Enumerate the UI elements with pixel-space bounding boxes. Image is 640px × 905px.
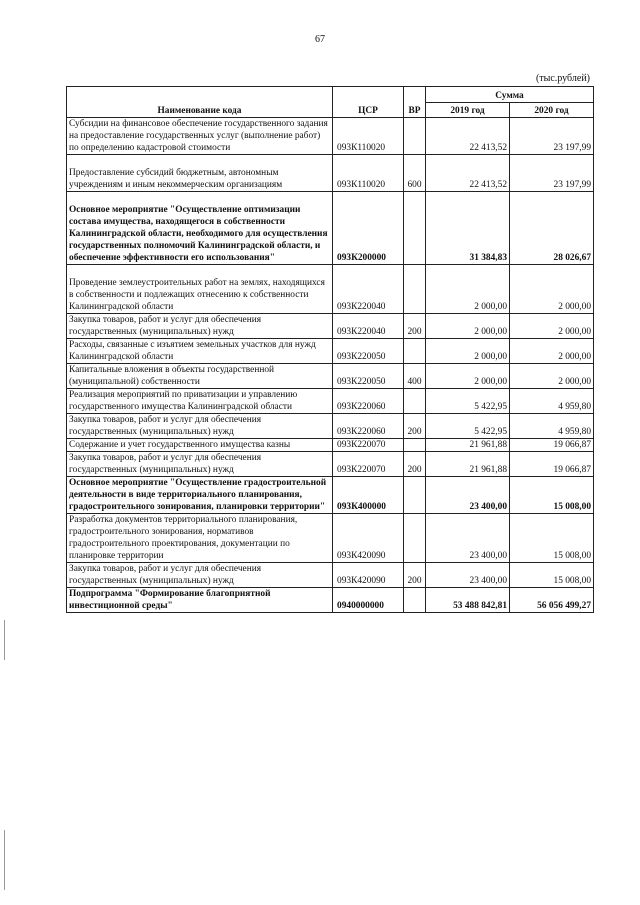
row-value-2019: 2 000,00 xyxy=(426,265,510,314)
table-row xyxy=(67,339,594,364)
row-value-2020: 23 197,99 xyxy=(510,155,594,192)
row-value-2020: 2 000,00 xyxy=(510,265,594,314)
row-csr: 0940000000 xyxy=(333,588,404,613)
row-vr: 200 xyxy=(404,452,426,477)
budget-table xyxy=(66,86,594,613)
row-vr xyxy=(404,265,426,314)
row-vr xyxy=(404,118,426,155)
scan-edge-mark xyxy=(4,830,5,890)
table-row xyxy=(67,314,594,339)
row-value-2020: 2 000,00 xyxy=(510,339,594,364)
row-vr xyxy=(404,588,426,613)
table-row xyxy=(67,439,594,452)
row-csr: 093К220040 xyxy=(333,265,404,314)
row-value-2020: 15 008,00 xyxy=(510,477,594,514)
row-name: Реализация мероприятий по приватизации и управлению государственного имущества Калининградской области xyxy=(67,389,333,414)
table-row xyxy=(67,452,594,477)
row-value-2019: 21 961,88 xyxy=(426,439,510,452)
row-csr: 093К220050 xyxy=(333,339,404,364)
row-name: Основное мероприятие "Осуществление градостроительной деятельности в виде территориального планирования, градостроительного зонирования, планировки территории" xyxy=(67,477,333,514)
page-number: 67 xyxy=(315,34,325,45)
row-csr: 093К220050 xyxy=(333,364,404,389)
row-value-2019: 22 413,52 xyxy=(426,118,510,155)
table-row xyxy=(67,477,594,514)
row-value-2020: 28 026,67 xyxy=(510,192,594,265)
row-name: Закупка товаров, работ и услуг для обеспечения государственных (муниципальных) нужд xyxy=(67,452,333,477)
row-vr xyxy=(404,192,426,265)
row-vr xyxy=(404,389,426,414)
row-value-2020: 15 008,00 xyxy=(510,514,594,563)
row-name: Содержание и учет государственного имущества казны xyxy=(67,439,333,452)
row-value-2020: 19 066,87 xyxy=(510,439,594,452)
table-body xyxy=(67,118,594,613)
row-csr: 093К110020 xyxy=(333,118,404,155)
row-vr xyxy=(404,477,426,514)
row-value-2019: 5 422,95 xyxy=(426,414,510,439)
row-value-2019: 2 000,00 xyxy=(426,364,510,389)
row-value-2019: 2 000,00 xyxy=(426,339,510,364)
header-year-2020: 2020 год xyxy=(510,102,594,118)
row-vr: 200 xyxy=(404,314,426,339)
table-row xyxy=(67,588,594,613)
table-row xyxy=(67,514,594,563)
units-label: (тыс.рублей) xyxy=(535,73,590,84)
table-row xyxy=(67,389,594,414)
row-csr: 093К220060 xyxy=(333,414,404,439)
row-value-2020: 23 197,99 xyxy=(510,118,594,155)
row-value-2019: 23 400,00 xyxy=(426,477,510,514)
row-name: Капитальные вложения в объекты государственной (муниципальной) собственности xyxy=(67,364,333,389)
row-value-2019: 22 413,52 xyxy=(426,155,510,192)
row-name: Основное мероприятие "Осуществление оптимизации состава имущества, находящегося в собственности Калининградской области, необходимого для осуществления государственных полномочий Калининградской области, и обеспечение эффективности его использования" xyxy=(67,192,333,265)
row-vr: 200 xyxy=(404,563,426,588)
row-vr: 200 xyxy=(404,414,426,439)
scan-edge-mark xyxy=(4,620,5,660)
row-value-2019: 2 000,00 xyxy=(426,314,510,339)
row-vr xyxy=(404,514,426,563)
row-value-2019: 31 384,83 xyxy=(426,192,510,265)
row-csr: 093К200000 xyxy=(333,192,404,265)
row-vr xyxy=(404,439,426,452)
row-name: Предоставление субсидий бюджетным, автономным учреждениям и иным некоммерческим организациям xyxy=(67,155,333,192)
row-vr: 600 xyxy=(404,155,426,192)
row-name: Расходы, связанные с изъятием земельных участков для нужд Калининградской области xyxy=(67,339,333,364)
row-value-2019: 23 400,00 xyxy=(426,514,510,563)
header-csr: ЦСР xyxy=(333,87,404,118)
row-csr: 093К220060 xyxy=(333,389,404,414)
row-value-2019: 53 488 842,81 xyxy=(426,588,510,613)
table-row xyxy=(67,265,594,314)
row-name: Проведение землеустроительных работ на землях, находящихся в собственности и подлежащих отнесению к собственности Калининградской области xyxy=(67,265,333,314)
table-row xyxy=(67,155,594,192)
row-csr: 093К420090 xyxy=(333,514,404,563)
row-csr: 093К220070 xyxy=(333,439,404,452)
table-row xyxy=(67,118,594,155)
table-row xyxy=(67,364,594,389)
header-vr: ВР xyxy=(404,87,426,118)
header-year-2019: 2019 год xyxy=(426,102,510,118)
row-value-2020: 2 000,00 xyxy=(510,364,594,389)
row-csr: 093К420090 xyxy=(333,563,404,588)
row-value-2019: 23 400,00 xyxy=(426,563,510,588)
row-vr: 400 xyxy=(404,364,426,389)
row-csr: 093К220040 xyxy=(333,314,404,339)
row-value-2020: 2 000,00 xyxy=(510,314,594,339)
row-name: Разработка документов территориального планирования, градостроительного зонирования, нормативов градостроительного проектирования, документации по планировке территории xyxy=(67,514,333,563)
row-csr: 093К220070 xyxy=(333,452,404,477)
row-csr: 093К400000 xyxy=(333,477,404,514)
row-vr xyxy=(404,339,426,364)
row-value-2019: 21 961,88 xyxy=(426,452,510,477)
row-value-2020: 4 959,80 xyxy=(510,414,594,439)
row-value-2020: 19 066,87 xyxy=(510,452,594,477)
row-name: Закупка товаров, работ и услуг для обеспечения государственных (муниципальных) нужд xyxy=(67,314,333,339)
row-value-2020: 56 056 499,27 xyxy=(510,588,594,613)
table-row xyxy=(67,414,594,439)
header-name: Наименование кода xyxy=(67,87,333,118)
row-name: Подпрограмма "Формирование благоприятной инвестиционной среды" xyxy=(67,588,333,613)
table-row xyxy=(67,192,594,265)
row-name: Закупка товаров, работ и услуг для обеспечения государственных (муниципальных) нужд xyxy=(67,563,333,588)
row-value-2019: 5 422,95 xyxy=(426,389,510,414)
row-value-2020: 4 959,80 xyxy=(510,389,594,414)
table-row xyxy=(67,563,594,588)
row-name: Закупка товаров, работ и услуг для обеспечения государственных (муниципальных) нужд xyxy=(67,414,333,439)
row-name: Субсидии на финансовое обеспечение государственного задания на предоставление государственных услуг (выполнение работ) по определению кадастровой стоимости xyxy=(67,118,333,155)
row-value-2020: 15 008,00 xyxy=(510,563,594,588)
row-csr: 093К110020 xyxy=(333,155,404,192)
header-sum: Сумма xyxy=(426,87,594,103)
